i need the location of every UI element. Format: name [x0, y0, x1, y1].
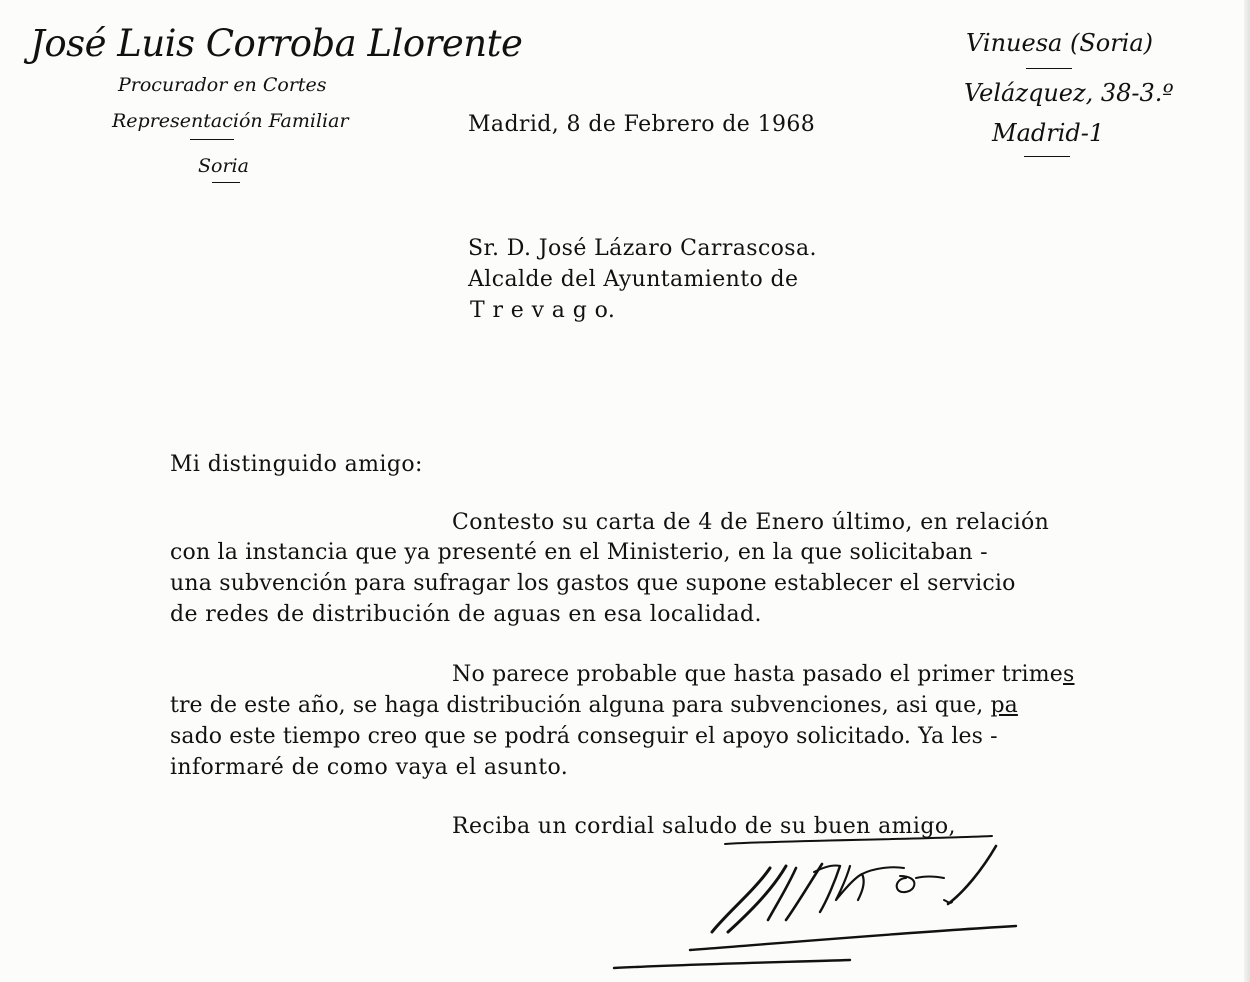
paragraph2-line2: [170, 691, 1018, 721]
letterhead-divider: [212, 182, 240, 183]
letterhead-left: [30, 22, 523, 177]
paragraph2-line2-hyphen-part: pa: [990, 693, 1018, 718]
paragraph1-line2: con la instancia que ya presenté en el Ministerio, en la que solicitaban -: [170, 540, 988, 565]
letterhead-divider: [1026, 68, 1072, 69]
letterhead-divider: [190, 139, 234, 140]
salutation: Mi distinguido amigo:: [170, 452, 423, 477]
letterhead-title: Procurador en Cortes: [118, 74, 327, 96]
letterhead-name: José Luis Corroba Llorente: [30, 22, 523, 65]
handwritten-signature: [600, 820, 1030, 980]
recipient-town: T r e v a g o.: [470, 298, 616, 323]
paragraph2-line1: [452, 660, 1075, 690]
letterhead-province: Soria: [198, 155, 249, 177]
recipient-name: Sr. D. José Lázaro Carrascosa.: [468, 236, 817, 261]
paragraph1-line3: una subvención para sufragar los gastos que supone establecer el servicio: [170, 571, 1016, 596]
paragraph1-line4: de redes de distribución de aguas en esa localidad.: [170, 602, 762, 627]
paragraph2-line4: informaré de como vaya el asunto.: [170, 755, 569, 780]
letterhead-role: Representación Familiar: [112, 110, 349, 132]
letterhead-divider: [1024, 156, 1070, 157]
recipient-position: Alcalde del Ayuntamiento de: [468, 267, 799, 292]
paragraph1-line1: Contesto su carta de 4 de Enero último, en relación: [452, 510, 1050, 535]
closing-line: Reciba un cordial saludo de su buen amigo,: [452, 814, 956, 839]
letterhead-city: Madrid-1: [992, 119, 1105, 147]
letterhead-street: Velázquez, 38-3.º: [964, 79, 1174, 107]
paragraph2-line3: sado este tiempo creo que se podrá conseguir el apoyo solicitado. Ya les -: [170, 724, 998, 749]
paragraph2-line1-text: No parece probable que hasta pasado el primer trime: [452, 662, 1063, 687]
paragraph2-line2-text: tre de este año, se haga distribución alguna para subvenciones, asi que,: [170, 693, 991, 718]
date-line: Madrid, 8 de Febrero de 1968: [468, 112, 816, 137]
paper-edge: [1244, 0, 1250, 982]
letterhead-town: Vinuesa (Soria): [966, 29, 1154, 57]
paragraph2-line1-hyphen-part: s: [1063, 662, 1075, 687]
